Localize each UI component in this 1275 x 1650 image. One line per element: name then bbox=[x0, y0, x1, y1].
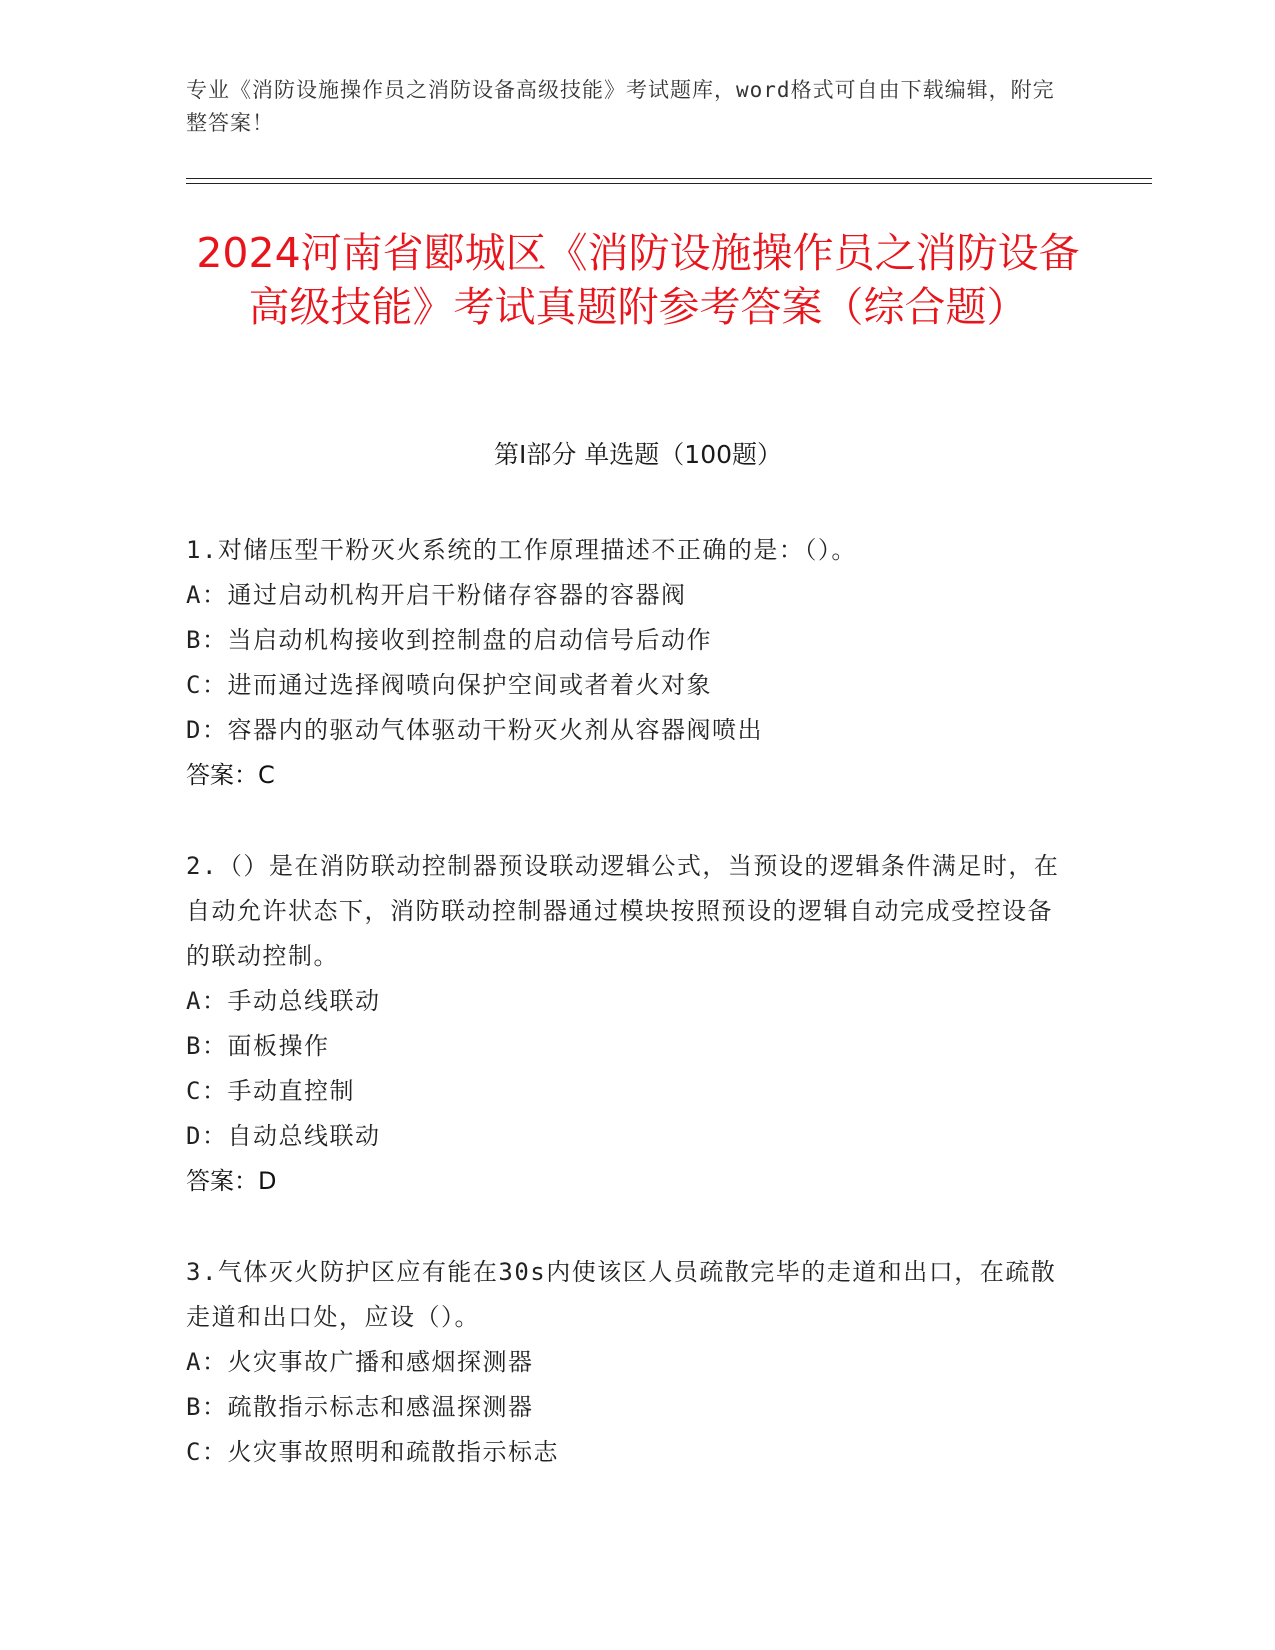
answer-line: 答案：D bbox=[186, 1167, 277, 1195]
question-stem: 2.（）是在消防联动控制器预设联动逻辑公式，当预设的逻辑条件满足时，在自动允许状态下，消防联动控制器通过模块按照预设的逻辑自动完成受控设备的联动控制。 bbox=[186, 852, 1060, 970]
option-c: C：火灾事故照明和疏散指示标志 bbox=[186, 1438, 559, 1466]
option-b: B：面板操作 bbox=[186, 1032, 330, 1060]
option-d: D：自动总线联动 bbox=[186, 1122, 381, 1150]
option-c: C：手动直控制 bbox=[186, 1077, 355, 1105]
option-a: A：通过启动机构开启干粉储存容器的容器阀 bbox=[186, 581, 687, 609]
option-b: B：当启动机构接收到控制盘的启动信号后动作 bbox=[186, 626, 712, 654]
question-2 bbox=[186, 844, 1066, 1204]
option-d: D：容器内的驱动气体驱动干粉灭火剂从容器阀喷出 bbox=[186, 716, 763, 744]
option-c: C：进而通过选择阀喷向保护空间或者着火对象 bbox=[186, 671, 712, 699]
document-title: 2024河南省郾城区《消防设施操作员之消防设备高级技能》考试真题附参考答案（综合题） bbox=[196, 229, 1080, 331]
question-stem: 3.气体灭火防护区应有能在30s内使该区人员疏散完毕的走道和出口，在疏散走道和出口处，应设（）。 bbox=[186, 1258, 1057, 1331]
question-3 bbox=[186, 1250, 1066, 1475]
question-list bbox=[186, 528, 1066, 1521]
option-a: A：火灾事故广播和感烟探测器 bbox=[186, 1348, 534, 1376]
option-b: B：疏散指示标志和感温探测器 bbox=[186, 1393, 534, 1421]
option-a: A：手动总线联动 bbox=[186, 987, 381, 1015]
answer-line: 答案：C bbox=[186, 761, 275, 789]
header-divider-bottom bbox=[186, 183, 1152, 184]
header-note: 专业《消防设施操作员之消防设备高级技能》考试题库，word格式可自由下载编辑，附完整答案！ bbox=[186, 78, 1055, 135]
section-heading: 第Ⅰ部分 单选题（100题） bbox=[493, 440, 783, 469]
question-1 bbox=[186, 528, 1066, 798]
question-stem: 1.对储压型干粉灭火系统的工作原理描述不正确的是：（）。 bbox=[186, 536, 857, 564]
header-divider-top bbox=[186, 178, 1152, 179]
